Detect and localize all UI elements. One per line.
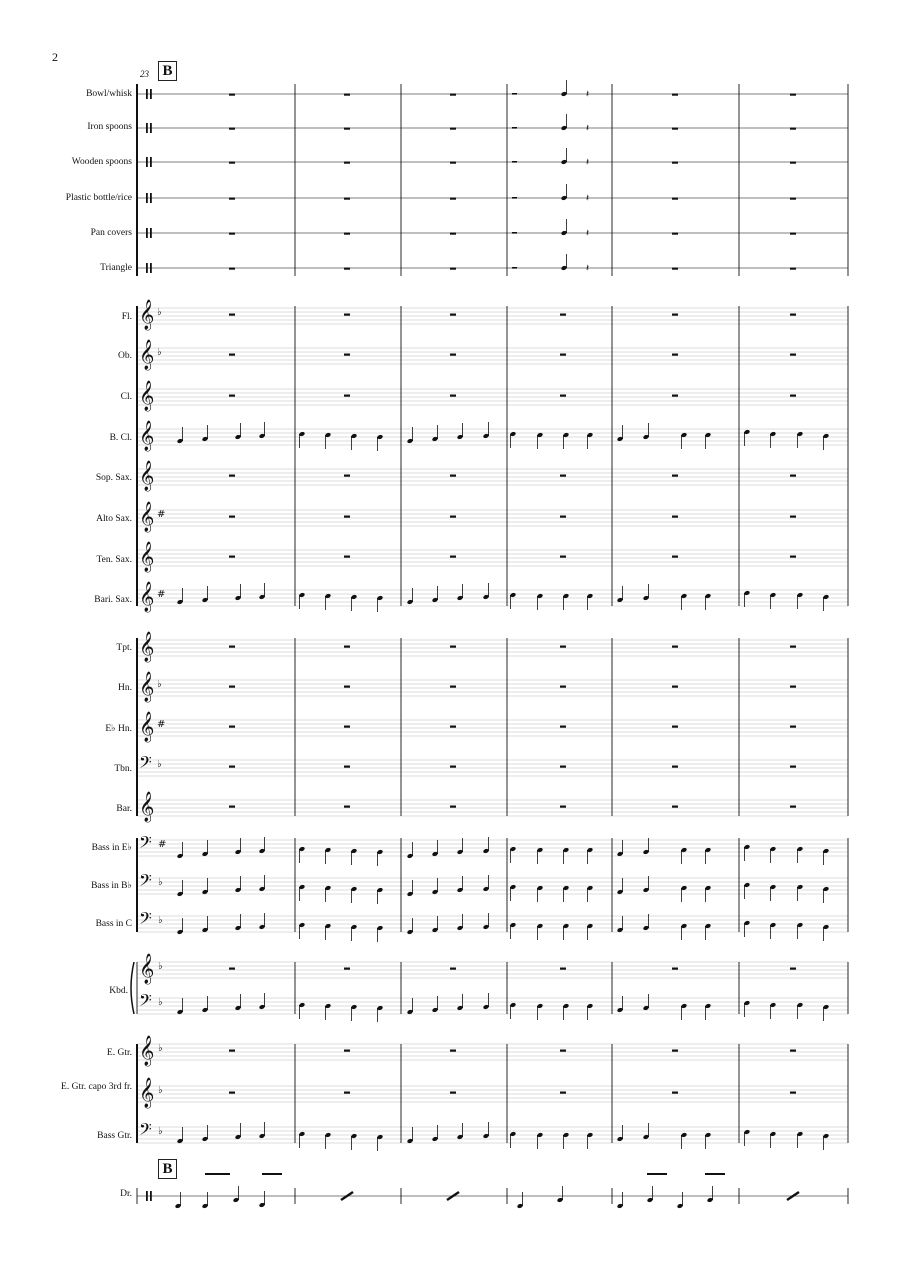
whole-rest bbox=[790, 1092, 796, 1094]
percussion-clef bbox=[146, 228, 148, 238]
instrument-label: Hn. bbox=[118, 683, 132, 693]
whole-rest bbox=[229, 354, 235, 356]
whole-rest bbox=[450, 806, 456, 808]
whole-rest bbox=[450, 395, 456, 397]
whole-rest bbox=[344, 556, 350, 558]
instrument-label: Triangle bbox=[100, 263, 132, 273]
bass-clef: 𝄢 bbox=[139, 990, 152, 1014]
whole-rest bbox=[672, 726, 678, 728]
whole-rest bbox=[672, 268, 678, 270]
whole-rest bbox=[790, 354, 796, 356]
key-signature: # bbox=[157, 719, 166, 730]
instrument-label: Tbn. bbox=[114, 764, 132, 774]
whole-rest bbox=[560, 1092, 566, 1094]
treble-clef: 𝄞 bbox=[139, 672, 155, 702]
quarter-rest: 𝄽 bbox=[586, 157, 590, 168]
whole-rest bbox=[672, 94, 678, 96]
whole-rest bbox=[560, 1050, 566, 1052]
whole-rest bbox=[229, 395, 235, 397]
instrument-label: Alto Sax. bbox=[96, 514, 132, 524]
whole-rest bbox=[672, 314, 678, 316]
treble-clef: 𝄞 bbox=[139, 632, 155, 662]
whole-rest bbox=[229, 268, 235, 270]
whole-rest bbox=[344, 314, 350, 316]
instrument-label: Ten. Sax. bbox=[96, 555, 132, 565]
whole-rest bbox=[672, 556, 678, 558]
treble-clef: 𝄞 bbox=[139, 421, 155, 451]
whole-rest bbox=[790, 1050, 796, 1052]
whole-rest bbox=[229, 162, 235, 164]
instrument-label: Bar. bbox=[116, 804, 132, 814]
rest bbox=[512, 127, 517, 129]
whole-rest bbox=[344, 198, 350, 200]
instrument-label: Pan covers bbox=[90, 228, 132, 238]
instrument-label: Bass in E♭ bbox=[91, 843, 132, 853]
rest bbox=[512, 161, 517, 163]
treble-clef: 𝄞 bbox=[139, 542, 155, 572]
instrument-label: Bass in B♭ bbox=[91, 881, 132, 891]
whole-rest bbox=[672, 162, 678, 164]
whole-rest bbox=[672, 806, 678, 808]
whole-rest bbox=[672, 686, 678, 688]
instrument-label: Fl. bbox=[121, 312, 132, 322]
whole-rest bbox=[672, 354, 678, 356]
whole-rest bbox=[229, 233, 235, 235]
whole-rest bbox=[344, 94, 350, 96]
whole-rest bbox=[450, 726, 456, 728]
whole-rest bbox=[672, 516, 678, 518]
treble-clef: 𝄞 bbox=[139, 502, 155, 532]
instrument-label: Bass Gtr. bbox=[97, 1131, 132, 1141]
percussion-clef bbox=[150, 123, 152, 133]
whole-rest bbox=[344, 162, 350, 164]
rest bbox=[512, 93, 517, 95]
percussion-clef bbox=[146, 263, 148, 273]
whole-rest bbox=[344, 395, 350, 397]
whole-rest bbox=[560, 686, 566, 688]
percussion-clef bbox=[146, 157, 148, 167]
key-signature: ♭ bbox=[157, 347, 162, 358]
treble-clef: 𝄞 bbox=[139, 712, 155, 742]
whole-rest bbox=[672, 233, 678, 235]
whole-rest bbox=[450, 162, 456, 164]
treble-clef: 𝄞 bbox=[139, 1078, 155, 1108]
whole-rest bbox=[790, 198, 796, 200]
whole-rest bbox=[450, 198, 456, 200]
key-signature: ♭ bbox=[158, 1126, 163, 1137]
whole-rest bbox=[450, 475, 456, 477]
whole-rest bbox=[229, 128, 235, 130]
key-signature: ♭ bbox=[158, 1043, 163, 1054]
instrument-label: E♭ Hn. bbox=[105, 724, 132, 734]
instrument-label: Cl. bbox=[120, 392, 132, 402]
bass-clef: 𝄢 bbox=[139, 752, 152, 776]
whole-rest bbox=[344, 968, 350, 970]
whole-rest bbox=[450, 556, 456, 558]
percussion-clef bbox=[150, 1191, 152, 1201]
whole-rest bbox=[672, 395, 678, 397]
whole-rest bbox=[790, 556, 796, 558]
instrument-label: Bowl/whisk bbox=[86, 89, 132, 99]
whole-rest bbox=[229, 968, 235, 970]
whole-rest bbox=[560, 395, 566, 397]
whole-rest bbox=[344, 354, 350, 356]
percussion-clef bbox=[150, 89, 152, 99]
key-signature: ♭ bbox=[158, 961, 163, 972]
key-signature: ♭ bbox=[158, 915, 163, 926]
quarter-rest: 𝄽 bbox=[586, 193, 590, 204]
whole-rest bbox=[790, 128, 796, 130]
whole-rest bbox=[450, 1050, 456, 1052]
whole-rest bbox=[672, 1092, 678, 1094]
whole-rest bbox=[790, 475, 796, 477]
whole-rest bbox=[344, 233, 350, 235]
whole-rest bbox=[229, 198, 235, 200]
instrument-label: Iron spoons bbox=[87, 122, 132, 132]
whole-rest bbox=[560, 475, 566, 477]
whole-rest bbox=[344, 1092, 350, 1094]
whole-rest bbox=[344, 1050, 350, 1052]
treble-clef: 𝄞 bbox=[139, 1036, 155, 1066]
whole-rest bbox=[790, 806, 796, 808]
whole-rest bbox=[450, 268, 456, 270]
whole-rest bbox=[790, 726, 796, 728]
rehearsal-mark-top: B bbox=[158, 61, 177, 81]
whole-rest bbox=[450, 766, 456, 768]
rehearsal-mark-drums: B bbox=[158, 1159, 177, 1179]
whole-rest bbox=[790, 516, 796, 518]
whole-rest bbox=[450, 354, 456, 356]
key-signature: ♭ bbox=[157, 679, 162, 690]
instrument-label: Plastic bottle/rice bbox=[65, 193, 132, 203]
instrument-label: Sop. Sax. bbox=[95, 473, 132, 483]
whole-rest bbox=[790, 646, 796, 648]
whole-rest bbox=[790, 162, 796, 164]
key-signature: # bbox=[157, 509, 166, 520]
whole-rest bbox=[344, 268, 350, 270]
whole-rest bbox=[229, 475, 235, 477]
whole-rest bbox=[450, 686, 456, 688]
bass-clef: 𝄢 bbox=[139, 1119, 152, 1143]
whole-rest bbox=[229, 1092, 235, 1094]
whole-rest bbox=[672, 968, 678, 970]
treble-clef: 𝄞 bbox=[139, 461, 155, 491]
bass-clef: 𝄢 bbox=[139, 908, 152, 932]
measure-number: 23 bbox=[140, 69, 149, 79]
key-signature: ♭ bbox=[157, 759, 162, 770]
percussion-clef bbox=[150, 228, 152, 238]
percussion-clef bbox=[150, 263, 152, 273]
whole-rest bbox=[672, 475, 678, 477]
whole-rest bbox=[790, 766, 796, 768]
whole-rest bbox=[790, 968, 796, 970]
whole-rest bbox=[229, 94, 235, 96]
whole-rest bbox=[450, 233, 456, 235]
percussion-clef bbox=[146, 123, 148, 133]
whole-rest bbox=[560, 556, 566, 558]
whole-rest bbox=[560, 766, 566, 768]
whole-rest bbox=[344, 806, 350, 808]
whole-rest bbox=[229, 726, 235, 728]
percussion-clef bbox=[150, 193, 152, 203]
whole-rest bbox=[790, 94, 796, 96]
whole-rest bbox=[229, 806, 235, 808]
whole-rest bbox=[229, 686, 235, 688]
key-signature: ♭ bbox=[158, 877, 163, 888]
whole-rest bbox=[790, 314, 796, 316]
rest bbox=[512, 197, 517, 199]
whole-rest bbox=[790, 686, 796, 688]
whole-rest bbox=[790, 233, 796, 235]
quarter-rest: 𝄽 bbox=[586, 89, 590, 100]
instrument-label: Ob. bbox=[118, 351, 132, 361]
treble-clef: 𝄞 bbox=[139, 340, 155, 370]
instrument-label: B. Cl. bbox=[109, 433, 132, 443]
whole-rest bbox=[672, 766, 678, 768]
whole-rest bbox=[560, 646, 566, 648]
rest bbox=[512, 267, 517, 269]
quarter-rest: 𝄽 bbox=[586, 263, 590, 274]
percussion-clef bbox=[146, 193, 148, 203]
instrument-label: Dr. bbox=[120, 1189, 132, 1199]
whole-rest bbox=[450, 94, 456, 96]
whole-rest bbox=[344, 766, 350, 768]
treble-clef: 𝄞 bbox=[139, 300, 155, 330]
whole-rest bbox=[344, 128, 350, 130]
keyboard-brace bbox=[131, 962, 134, 1014]
whole-rest bbox=[344, 726, 350, 728]
treble-clef: 𝄞 bbox=[139, 792, 155, 822]
whole-rest bbox=[560, 968, 566, 970]
page-number: 2 bbox=[52, 50, 58, 64]
key-signature: ♭ bbox=[157, 307, 162, 318]
percussion-clef bbox=[146, 1191, 148, 1201]
whole-rest bbox=[450, 516, 456, 518]
whole-rest bbox=[560, 806, 566, 808]
instrument-label: Bari. Sax. bbox=[94, 595, 132, 605]
whole-rest bbox=[672, 646, 678, 648]
percussion-clef bbox=[150, 157, 152, 167]
instrument-label: E. Gtr. bbox=[106, 1048, 132, 1058]
whole-rest bbox=[560, 354, 566, 356]
whole-rest bbox=[229, 516, 235, 518]
whole-rest bbox=[672, 198, 678, 200]
whole-rest bbox=[344, 686, 350, 688]
rest bbox=[512, 232, 517, 234]
whole-rest bbox=[450, 1092, 456, 1094]
instrument-label: E. Gtr. capo 3rd fr. bbox=[61, 1082, 132, 1092]
whole-rest bbox=[229, 556, 235, 558]
quarter-rest: 𝄽 bbox=[586, 228, 590, 239]
whole-rest bbox=[790, 268, 796, 270]
whole-rest bbox=[229, 766, 235, 768]
whole-rest bbox=[560, 726, 566, 728]
treble-clef: 𝄞 bbox=[139, 381, 155, 411]
whole-rest bbox=[450, 314, 456, 316]
instrument-label: Bass in C bbox=[95, 919, 132, 929]
whole-rest bbox=[450, 968, 456, 970]
bass-clef: 𝄢 bbox=[139, 832, 152, 856]
treble-clef: 𝄞 bbox=[139, 582, 155, 612]
whole-rest bbox=[790, 395, 796, 397]
quarter-rest: 𝄽 bbox=[586, 123, 590, 134]
whole-rest bbox=[229, 314, 235, 316]
whole-rest bbox=[450, 128, 456, 130]
whole-rest bbox=[344, 646, 350, 648]
key-signature: # bbox=[157, 589, 166, 600]
whole-rest bbox=[560, 516, 566, 518]
whole-rest bbox=[560, 314, 566, 316]
whole-rest bbox=[672, 128, 678, 130]
instrument-label: Kbd. bbox=[109, 986, 128, 996]
instrument-label: Tpt. bbox=[116, 643, 132, 653]
key-signature: ♭ bbox=[158, 997, 163, 1008]
key-signature: ♭ bbox=[158, 1085, 163, 1096]
whole-rest bbox=[344, 475, 350, 477]
whole-rest bbox=[344, 516, 350, 518]
whole-rest bbox=[672, 1050, 678, 1052]
key-signature: # bbox=[158, 839, 167, 850]
treble-clef: 𝄞 bbox=[139, 954, 155, 984]
whole-rest bbox=[450, 646, 456, 648]
whole-rest bbox=[229, 1050, 235, 1052]
instrument-label: Wooden spoons bbox=[71, 157, 132, 167]
whole-rest bbox=[229, 646, 235, 648]
bass-clef: 𝄢 bbox=[139, 870, 152, 894]
percussion-clef bbox=[146, 89, 148, 99]
